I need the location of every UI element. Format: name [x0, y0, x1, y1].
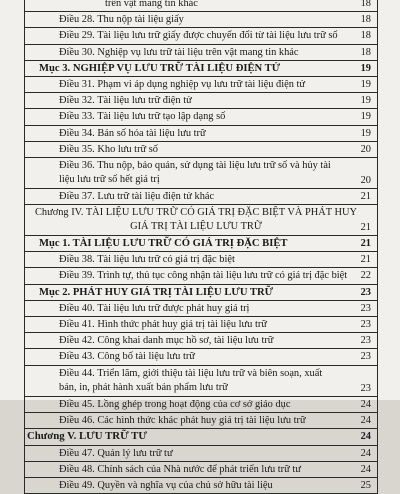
- toc-entry-text: Điều 36. Thu nộp, bảo quản, sử dụng tài liệu lưu trữ số và hủy tài liệu lưu trữ số hết giá trị: [59, 159, 331, 185]
- toc-entry-text: Điều 37. Lưu trữ tài liệu điện tử khác: [59, 190, 215, 202]
- toc-page-number: 20: [360, 143, 371, 155]
- toc-article-row: [25, 413, 377, 429]
- toc-entry-text: Mục 1. TÀI LIỆU LƯU TRỮ CÓ GIÁ TRỊ ĐẶC BIỆT: [39, 238, 288, 250]
- toc-page-number: 23: [360, 286, 371, 298]
- toc-entry-text: Điều 30. Nghiệp vụ lưu trữ tài liệu trên vật mang tin khác: [59, 46, 299, 58]
- toc-page-number: 18: [360, 14, 371, 26]
- toc-page-number: 20: [360, 174, 371, 186]
- toc-entry-text: Điều 28. Thu nộp tài liệu giấy: [59, 14, 184, 26]
- toc-entry-text: Điều 40. Tài liệu lưu trữ được phát huy giá trị: [59, 302, 250, 314]
- toc-page-number: 22: [360, 270, 371, 282]
- toc-article-row: [25, 252, 377, 268]
- toc-page-number: 23: [360, 335, 371, 347]
- toc-page-number: 21: [360, 190, 371, 202]
- toc-entry-text: Điều 35. Kho lưu trữ số: [59, 143, 159, 155]
- toc-entry-text: Điều 32. Tài liệu lưu trữ điện tử: [59, 95, 192, 107]
- toc-entry-text: Chương V. LƯU TRỮ TƯ: [27, 429, 147, 442]
- toc-entry-text: Điều 31. Phạm vi áp dụng nghiệp vụ lưu trữ tài liệu điện tử: [59, 78, 306, 90]
- toc-page-number: 19: [360, 111, 371, 123]
- toc-page-number: 24: [360, 430, 371, 442]
- toc-page-number: 23: [360, 351, 371, 363]
- toc-entry-text: Điều 33. Tài liệu lưu trữ tạo lập dạng số: [59, 111, 226, 123]
- toc-entry-text: Điều 47. Quản lý lưu trữ tư: [59, 447, 173, 459]
- toc-page-number: 24: [360, 414, 371, 426]
- toc-page-number: 23: [360, 302, 371, 314]
- toc-page-number: 19: [360, 62, 371, 74]
- toc-section-row: [25, 285, 377, 301]
- toc-article-row: [25, 126, 377, 142]
- toc-article-row: [25, 446, 377, 462]
- toc-article-row: [25, 462, 377, 478]
- toc-article-row: [25, 109, 377, 125]
- toc-article-row: [25, 12, 377, 28]
- toc-article-row: [25, 158, 377, 189]
- toc-page-number: 21: [360, 222, 371, 234]
- toc-article-row: [25, 397, 377, 413]
- toc-entry-text: Điều 34. Bản số hóa tài liệu lưu trữ: [59, 127, 206, 139]
- toc-article-row: [25, 142, 377, 158]
- toc-article-row: [25, 268, 377, 284]
- toc-entry-text: Chương IV. TÀI LIỆU LƯU TRỮ CÓ GIÁ TRỊ ĐẶC BIỆT VÀ PHÁT HUY GIÁ TRỊ TÀI LIỆU LƯU TRỮ: [34, 207, 358, 233]
- toc-page-number: 23: [360, 319, 371, 330]
- toc-entry-text: Điều 39. Trình tự, thủ tục công nhận tài liệu lưu trữ có giá trị đặc biệt: [59, 270, 348, 282]
- toc-page-number: 21: [360, 238, 371, 250]
- toc-entry-text: Điều 48. Chính sách của Nhà nước để phát triển lưu trữ tư: [59, 463, 301, 475]
- toc-article-row: [25, 478, 377, 494]
- toc-article-row: [25, 0, 377, 12]
- toc-page-number: 19: [360, 78, 371, 90]
- toc-page-number: 21: [360, 254, 371, 266]
- toc-page-number: 24: [360, 447, 371, 459]
- toc-page-number: 19: [360, 95, 371, 107]
- toc-entry-text: Điều 41. Hình thức phát huy giá trị tài liệu lưu trữ: [59, 319, 267, 330]
- toc-page-number: 18: [360, 0, 371, 9]
- toc-article-row: [25, 189, 377, 205]
- toc-section-row: [25, 236, 377, 252]
- toc-entry-text: Điều 38. Tài liệu lưu trữ có giá trị đặc biệt: [59, 254, 235, 266]
- toc-entry-text: Điều 44. Triển lãm, giới thiệu tài liệu lưu trữ và biên soạn, xuất bản, in, phát hành xuất bản phẩm lưu trữ: [59, 367, 323, 393]
- toc-entry-text: Mục 2. PHÁT HUY GIÁ TRỊ TÀI LIỆU LƯU TRỮ: [39, 286, 274, 298]
- toc-article-row: [25, 333, 377, 349]
- toc-entry-text: Điều 43. Công bố tài liệu lưu trữ: [59, 351, 195, 363]
- toc-page-number: 24: [360, 463, 371, 475]
- toc-page-number: 24: [360, 398, 371, 410]
- toc-article-row: [25, 301, 377, 317]
- toc-article-row: [25, 77, 377, 93]
- toc-entry-text: Điều 42. Công khai danh mục hồ sơ, tài liệu lưu trữ: [59, 335, 274, 347]
- toc-page-number: 18: [360, 30, 371, 42]
- toc-entry-text: Điều 45. Lồng ghép trong hoạt động của cơ sở giáo dục: [59, 398, 291, 410]
- toc-article-row: [25, 366, 377, 397]
- toc-article-row: [25, 45, 377, 61]
- toc-page-number: 23: [360, 382, 371, 394]
- toc-article-row: [25, 28, 377, 44]
- toc-entry-text: trên vật mang tin khác: [105, 0, 198, 9]
- toc-entry-text: Mục 3. NGHIỆP VỤ LƯU TRỮ TÀI LIỆU ĐIỆN TỬ: [39, 62, 281, 74]
- toc-entry-text: Điều 29. Tài liệu lưu trữ giấy được chuyển đổi từ tài liệu lưu trữ số: [59, 30, 338, 42]
- toc-chapter-row: [25, 205, 377, 236]
- toc-chapter-row: [25, 429, 377, 446]
- toc-page-number: 18: [360, 46, 371, 58]
- toc-article-row: [25, 317, 377, 333]
- toc-article-row: [25, 349, 377, 365]
- toc-entry-text: Điều 46. Các hình thức khác phát huy giá trị tài liệu lưu trữ: [59, 414, 306, 426]
- toc-section-row: [25, 61, 377, 77]
- table-of-contents: [24, 0, 378, 494]
- toc-entry-text: Điều 49. Quyền và nghĩa vụ của chủ sở hữu tài liệu: [59, 479, 273, 491]
- toc-page-number: 25: [360, 479, 371, 491]
- toc-article-row: [25, 93, 377, 109]
- toc-page-number: 19: [360, 127, 371, 139]
